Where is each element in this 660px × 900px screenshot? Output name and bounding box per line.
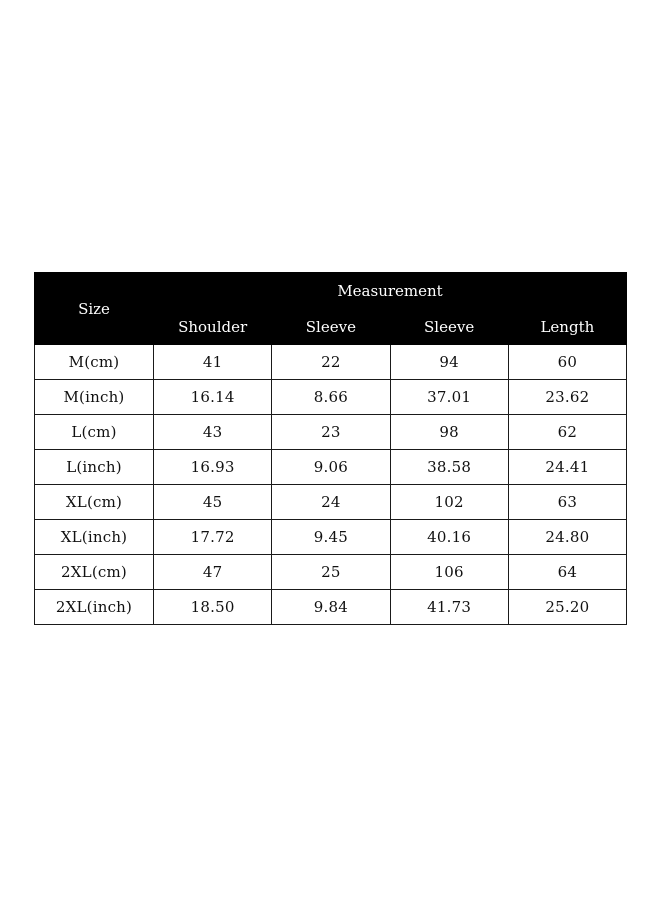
size-cell: XL(cm) (35, 485, 154, 520)
length-cell: 62 (508, 415, 626, 450)
table-row (35, 345, 627, 380)
shoulder-cell: 17.72 (154, 520, 272, 555)
sleeve-cell-2: 94 (390, 345, 508, 380)
size-cell: L(inch) (35, 450, 154, 485)
table-row (35, 520, 627, 555)
sleeve-cell: 9.84 (272, 590, 390, 625)
size-cell: M(cm) (35, 345, 154, 380)
table-row (35, 590, 627, 625)
size-cell: M(inch) (35, 380, 154, 415)
column-header-shoulder: Shoulder (154, 309, 272, 345)
sleeve-cell-2: 38.58 (390, 450, 508, 485)
sleeve-cell-2: 102 (390, 485, 508, 520)
sleeve-cell-2: 40.16 (390, 520, 508, 555)
shoulder-cell: 18.50 (154, 590, 272, 625)
length-cell: 24.41 (508, 450, 626, 485)
table-row (35, 485, 627, 520)
header-row-group (35, 273, 627, 309)
shoulder-cell: 16.14 (154, 380, 272, 415)
sleeve-cell: 9.06 (272, 450, 390, 485)
measurement-group-header: Measurement (154, 273, 627, 309)
length-cell: 63 (508, 485, 626, 520)
sleeve-cell: 24 (272, 485, 390, 520)
sleeve-cell: 22 (272, 345, 390, 380)
shoulder-cell: 47 (154, 555, 272, 590)
column-header-sleeve: Sleeve (272, 309, 390, 345)
sleeve-cell: 9.45 (272, 520, 390, 555)
shoulder-cell: 16.93 (154, 450, 272, 485)
sleeve-cell-2: 98 (390, 415, 508, 450)
size-chart-table (34, 272, 627, 625)
sleeve-cell: 23 (272, 415, 390, 450)
table-row (35, 450, 627, 485)
sleeve-cell: 25 (272, 555, 390, 590)
size-cell: 2XL(cm) (35, 555, 154, 590)
column-header-sleeve-2: Sleeve (390, 309, 508, 345)
sleeve-cell: 8.66 (272, 380, 390, 415)
table-header (35, 273, 627, 345)
size-cell: XL(inch) (35, 520, 154, 555)
length-cell: 24.80 (508, 520, 626, 555)
shoulder-cell: 43 (154, 415, 272, 450)
shoulder-cell: 41 (154, 345, 272, 380)
length-cell: 25.20 (508, 590, 626, 625)
table-row (35, 415, 627, 450)
length-cell: 60 (508, 345, 626, 380)
table-body (35, 345, 627, 625)
size-cell: 2XL(inch) (35, 590, 154, 625)
length-cell: 23.62 (508, 380, 626, 415)
sleeve-cell-2: 41.73 (390, 590, 508, 625)
size-column-header: Size (35, 273, 154, 345)
sleeve-cell-2: 37.01 (390, 380, 508, 415)
column-header-length: Length (508, 309, 626, 345)
length-cell: 64 (508, 555, 626, 590)
table-row (35, 555, 627, 590)
size-cell: L(cm) (35, 415, 154, 450)
table-row (35, 380, 627, 415)
shoulder-cell: 45 (154, 485, 272, 520)
sleeve-cell-2: 106 (390, 555, 508, 590)
